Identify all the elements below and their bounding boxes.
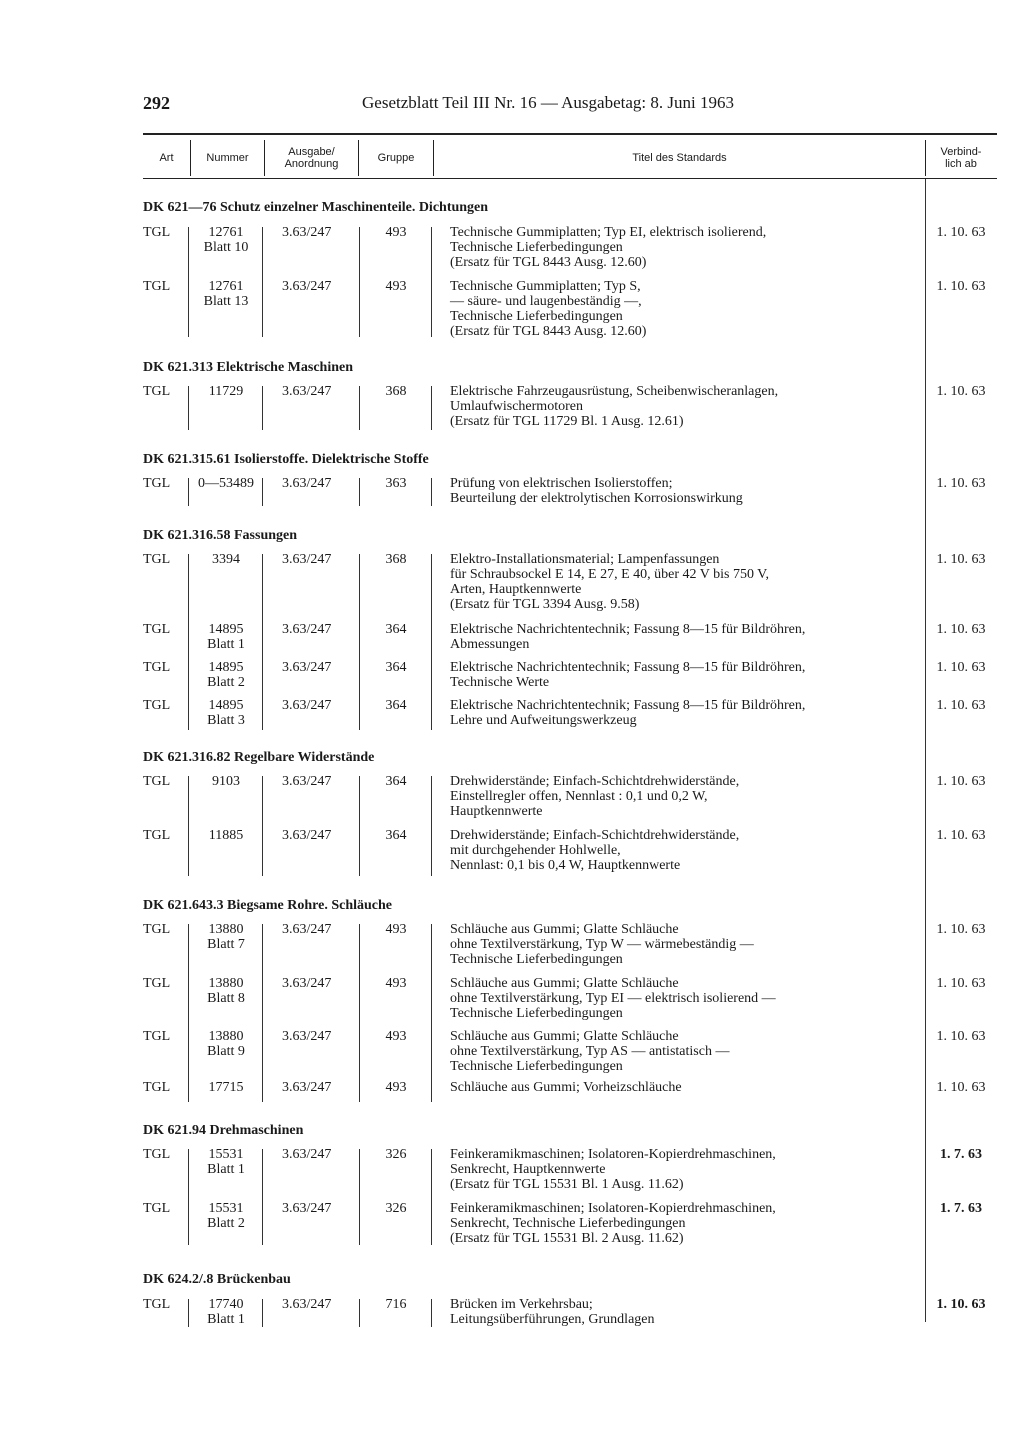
row-nummer: 14895 Blatt 2 [207, 660, 245, 690]
cell-rule [188, 478, 189, 506]
row-art: TGL [143, 1080, 171, 1095]
table-top-rule [143, 133, 997, 135]
cell-rule [262, 776, 263, 876]
row-titel: Elektrische Nachrichtentechnik; Fassung 8—15 für Bildröhren, Lehre und Aufweitungswerkzeug [450, 698, 806, 728]
row-ausgabe: 3.63/247 [282, 384, 332, 399]
row-datum: 1. 10. 63 [936, 476, 986, 491]
row-titel: Technische Gummiplatten; Typ S, — säure- und laugenbeständig —, Technische Lieferbedingungen (Ersatz für TGL 8443 Ausg. 12.60) [450, 279, 647, 339]
cell-rule [188, 554, 189, 730]
section-heading: DK 621—76 Schutz einzelner Maschinenteile. Dichtungen [143, 200, 489, 215]
row-titel: Drehwiderstände; Einfach-Schichtdrehwiderstände, mit durchgehender Hohlwelle, Nennlast: 0,1 bis 0,4 W, Hauptkennwerte [450, 828, 740, 873]
row-datum: 1. 10. 63 [936, 552, 986, 567]
column-header-titel: Titel des Standards [632, 152, 727, 164]
row-art: TGL [143, 1201, 171, 1216]
row-ausgabe: 3.63/247 [282, 1029, 332, 1044]
cell-rule [188, 924, 189, 1102]
row-ausgabe: 3.63/247 [282, 279, 332, 294]
row-gruppe: 326 [385, 1201, 407, 1216]
section-heading: DK 621.315.61 Isolierstoffe. Dielektrische Stoffe [143, 452, 429, 467]
row-nummer: 14895 Blatt 1 [207, 622, 245, 652]
row-datum: 1. 10. 63 [936, 622, 986, 637]
row-ausgabe: 3.63/247 [282, 1147, 332, 1162]
row-datum: 1. 10. 63 [936, 1029, 986, 1044]
row-datum: 1. 10. 63 [936, 660, 986, 675]
column-header-verbindlich: Verbind- lich ab [940, 146, 982, 170]
date-column-rule [925, 179, 926, 1322]
row-gruppe: 364 [385, 660, 407, 675]
row-art: TGL [143, 774, 171, 789]
row-art: TGL [143, 698, 171, 713]
row-art: TGL [143, 622, 171, 637]
row-titel: Schläuche aus Gummi; Glatte Schläuche ohne Textilverstärkung, Typ AS — antistatisch — Technische Lieferbedingungen [450, 1029, 730, 1074]
row-ausgabe: 3.63/247 [282, 1080, 332, 1095]
row-art: TGL [143, 976, 171, 991]
cell-rule [431, 1299, 432, 1327]
cell-rule [431, 1149, 432, 1245]
row-art: TGL [143, 279, 171, 294]
row-titel: Feinkeramikmaschinen; Isolatoren-Kopierdrehmaschinen, Senkrecht, Hauptkennwerte (Ersatz für TGL 15531 Bl. 1 Ausg. 11.62) [450, 1147, 776, 1192]
row-gruppe: 493 [385, 1080, 407, 1095]
cell-rule [431, 478, 432, 506]
row-ausgabe: 3.63/247 [282, 698, 332, 713]
table-header-rule [143, 178, 997, 179]
cell-rule [431, 227, 432, 337]
page-number: 292 [143, 93, 170, 113]
row-gruppe: 368 [385, 384, 407, 399]
row-nummer: 17715 [208, 1080, 244, 1095]
row-nummer: 15531 Blatt 2 [207, 1201, 245, 1231]
row-nummer: 12761 Blatt 13 [203, 279, 249, 309]
row-titel: Schläuche aus Gummi; Glatte Schläuche ohne Textilverstärkung, Typ EI — elektrisch isolierend — Technische Lieferbedingungen [450, 976, 776, 1021]
column-header-gruppe: Gruppe [377, 152, 415, 164]
column-header-nummer: Nummer [206, 152, 249, 164]
cell-rule [431, 386, 432, 430]
row-gruppe: 493 [385, 922, 407, 937]
row-titel: Elektrische Nachrichtentechnik; Fassung 8—15 für Bildröhren, Abmessungen [450, 622, 806, 652]
row-datum: 1. 7. 63 [940, 1201, 982, 1216]
column-header-ausgabe: Ausgabe/ Anordnung [284, 146, 339, 170]
cell-rule [262, 554, 263, 730]
row-nummer: 14895 Blatt 3 [207, 698, 245, 728]
row-nummer: 17740 Blatt 1 [207, 1297, 245, 1327]
row-datum: 1. 10. 63 [936, 976, 986, 991]
page-header-title: Gesetzblatt Teil III Nr. 16 — Ausgabetag: 8. Juni 1963 [362, 93, 734, 112]
cell-rule [262, 1149, 263, 1245]
section-heading: DK 621.643.3 Biegsame Rohre. Schläuche [143, 898, 393, 913]
row-nummer: 0—53489 [198, 476, 254, 491]
row-datum: 1. 7. 63 [940, 1147, 982, 1162]
cell-rule [359, 227, 360, 337]
row-titel: Brücken im Verkehrsbau; Leitungsüberführungen, Grundlagen [450, 1297, 655, 1327]
row-titel: Elektro-Installationsmaterial; Lampenfassungen für Schraubsockel E 14, E 27, E 40, über 42 V bis 750 V, Arten, Hauptkennwerte (Ersatz für TGL 3394 Ausg. 9.58) [450, 552, 769, 612]
row-nummer: 3394 [212, 552, 240, 567]
section-heading: DK 624.2/.8 Brückenbau [143, 1272, 291, 1287]
cell-rule [359, 776, 360, 876]
row-datum: 1. 10. 63 [936, 922, 986, 937]
row-gruppe: 364 [385, 828, 407, 843]
row-ausgabe: 3.63/247 [282, 225, 332, 240]
cell-rule [262, 1299, 263, 1327]
row-gruppe: 716 [385, 1297, 407, 1312]
cell-rule [359, 478, 360, 506]
row-datum: 1. 10. 63 [936, 828, 986, 843]
row-datum: 1. 10. 63 [936, 774, 986, 789]
cell-rule [359, 1299, 360, 1327]
section-heading: DK 621.313 Elektrische Maschinen [143, 360, 353, 375]
row-gruppe: 364 [385, 774, 407, 789]
row-art: TGL [143, 660, 171, 675]
row-gruppe: 368 [385, 552, 407, 567]
row-gruppe: 326 [385, 1147, 407, 1162]
row-titel: Schläuche aus Gummi; Glatte Schläuche ohne Textilverstärkung, Typ W — wärmebeständig — Technische Lieferbedingungen [450, 922, 754, 967]
row-datum: 1. 10. 63 [936, 1297, 986, 1312]
cell-rule [359, 386, 360, 430]
cell-rule [262, 924, 263, 1102]
row-art: TGL [143, 552, 171, 567]
row-ausgabe: 3.63/247 [282, 1297, 332, 1312]
row-gruppe: 493 [385, 225, 407, 240]
row-ausgabe: 3.63/247 [282, 622, 332, 637]
cell-rule [262, 386, 263, 430]
row-nummer: 11729 [208, 384, 244, 399]
row-titel: Drehwiderstände; Einfach-Schichtdrehwiderstände, Einstellregler offen, Nennlast : 0,1 und 0,2 W, Hauptkennwerte [450, 774, 740, 819]
row-ausgabe: 3.63/247 [282, 1201, 332, 1216]
row-gruppe: 493 [385, 279, 407, 294]
row-art: TGL [143, 476, 171, 491]
section-heading: DK 621.316.58 Fassungen [143, 528, 298, 543]
row-titel: Elektrische Fahrzeugausrüstung, Scheibenwischeranlagen, Umlaufwischermotoren (Ersatz für TGL 11729 Bl. 1 Ausg. 12.61) [450, 384, 779, 429]
row-ausgabe: 3.63/247 [282, 922, 332, 937]
section-heading: DK 621.94 Drehmaschinen [143, 1123, 304, 1138]
row-art: TGL [143, 225, 171, 240]
row-gruppe: 493 [385, 976, 407, 991]
row-datum: 1. 10. 63 [936, 698, 986, 713]
row-gruppe: 364 [385, 698, 407, 713]
row-titel: Feinkeramikmaschinen; Isolatoren-Kopierdrehmaschinen, Senkrecht, Technische Lieferbedingungen (Ersatz für TGL 15531 Bl. 2 Ausg. 11.62) [450, 1201, 776, 1246]
row-ausgabe: 3.63/247 [282, 774, 332, 789]
cell-rule [431, 554, 432, 730]
row-titel: Prüfung von elektrischen Isolierstoffen; Beurteilung der elektrolytischen Korrosionswirkung [450, 476, 743, 506]
row-art: TGL [143, 384, 171, 399]
row-datum: 1. 10. 63 [936, 279, 986, 294]
cell-rule [188, 1149, 189, 1245]
row-nummer: 9103 [212, 774, 240, 789]
cell-rule [431, 924, 432, 1102]
row-nummer: 11885 [208, 828, 244, 843]
row-datum: 1. 10. 63 [936, 1080, 986, 1095]
row-titel: Schläuche aus Gummi; Vorheizschläuche [450, 1080, 682, 1095]
cell-rule [431, 776, 432, 876]
cell-rule [262, 478, 263, 506]
row-art: TGL [143, 1029, 171, 1044]
row-art: TGL [143, 828, 171, 843]
row-ausgabe: 3.63/247 [282, 976, 332, 991]
cell-rule [188, 776, 189, 876]
row-art: TGL [143, 1147, 171, 1162]
section-heading: DK 621.316.82 Regelbare Widerstände [143, 750, 375, 765]
row-gruppe: 363 [385, 476, 407, 491]
cell-rule [359, 924, 360, 1102]
row-ausgabe: 3.63/247 [282, 660, 332, 675]
cell-rule [188, 227, 189, 337]
row-ausgabe: 3.63/247 [282, 476, 332, 491]
row-nummer: 12761 Blatt 10 [203, 225, 249, 255]
row-nummer: 13880 Blatt 7 [207, 922, 245, 952]
column-header-art: Art [159, 152, 174, 164]
row-art: TGL [143, 1297, 171, 1312]
cell-rule [188, 1299, 189, 1327]
row-datum: 1. 10. 63 [936, 384, 986, 399]
row-titel: Technische Gummiplatten; Typ EI, elektrisch isolierend, Technische Lieferbedingungen (Ersatz für TGL 8443 Ausg. 12.60) [450, 225, 767, 270]
row-gruppe: 364 [385, 622, 407, 637]
row-titel: Elektrische Nachrichtentechnik; Fassung 8—15 für Bildröhren, Technische Werte [450, 660, 806, 690]
row-nummer: 13880 Blatt 9 [207, 1029, 245, 1059]
row-datum: 1. 10. 63 [936, 225, 986, 240]
row-gruppe: 493 [385, 1029, 407, 1044]
row-ausgabe: 3.63/247 [282, 828, 332, 843]
row-nummer: 15531 Blatt 1 [207, 1147, 245, 1177]
row-ausgabe: 3.63/247 [282, 552, 332, 567]
cell-rule [262, 227, 263, 337]
row-nummer: 13880 Blatt 8 [207, 976, 245, 1006]
row-art: TGL [143, 922, 171, 937]
cell-rule [188, 386, 189, 430]
cell-rule [359, 1149, 360, 1245]
cell-rule [359, 554, 360, 730]
